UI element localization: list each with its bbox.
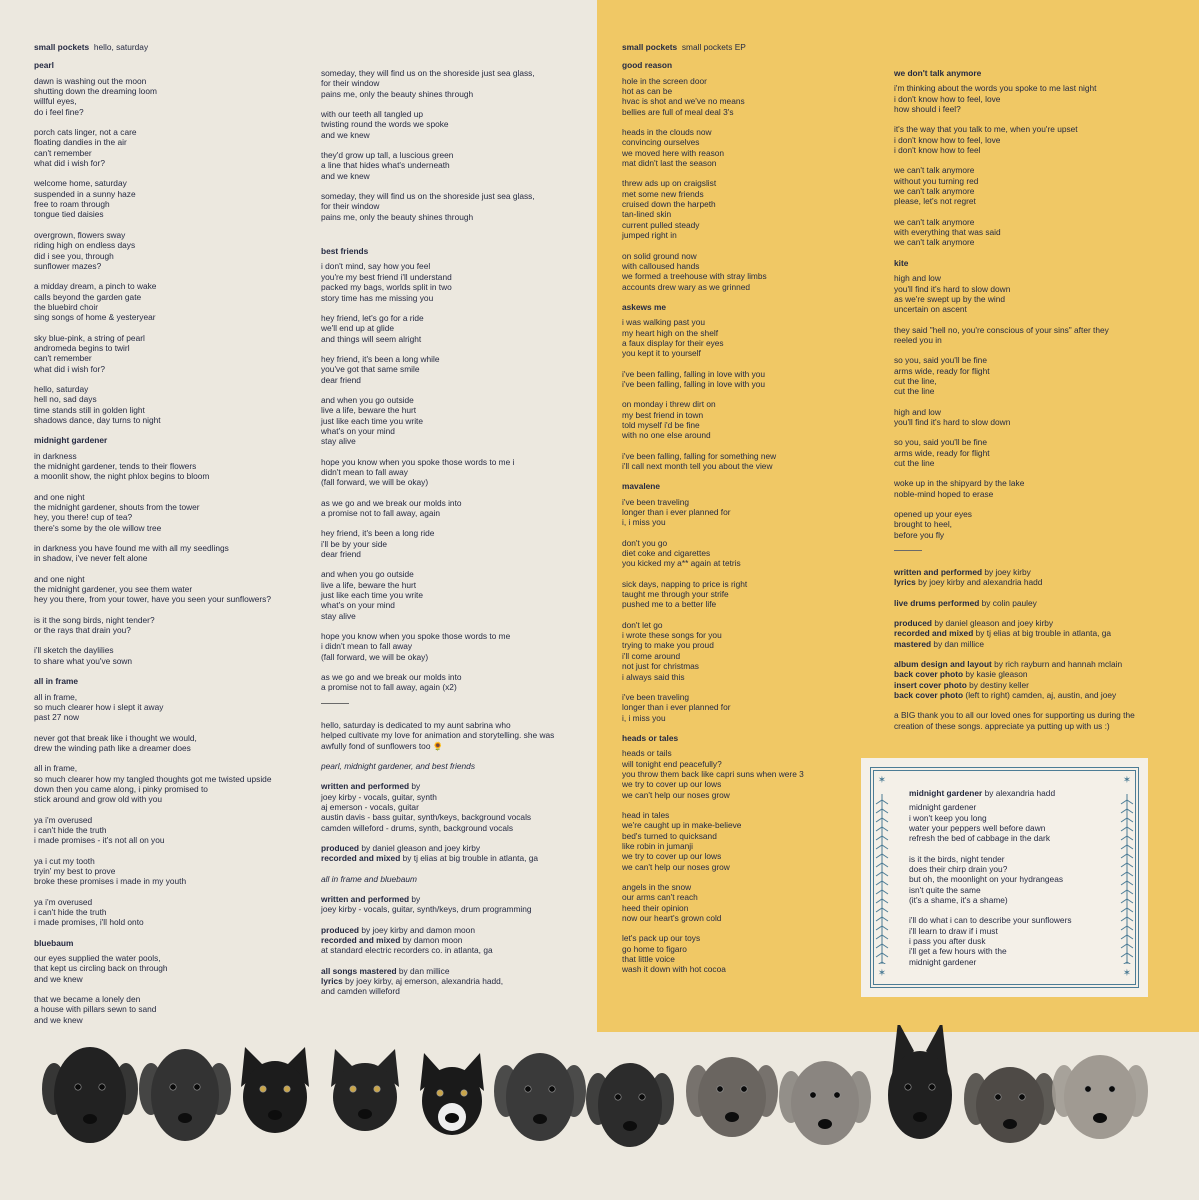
credit-label: back cover photo — [894, 669, 964, 680]
song-title: pearl — [34, 60, 54, 71]
stanza: i've been falling, falling in love with you i've been falling, falling in love with you — [622, 368, 766, 389]
credit-text: by daniel gleason and joey kirby — [359, 842, 481, 853]
song-mavalene — [622, 481, 884, 723]
stanza: a midday dream, a pinch to wake calls beyond the garden gate the bluebird choir sing songs of home & yesteryear — [34, 281, 157, 323]
stanza: hey friend, let's go for a ride we'll end up at glide and things will seem alright — [321, 312, 424, 344]
credit-line — [894, 680, 1184, 690]
stanza: and when you go outside live a life, beware the hurt just like each time you write what's on your mind stay alive — [321, 394, 424, 447]
stanza: someday, they will find us on the shoreside just sea glass, for their window pains me, only the beauty shines through — [321, 68, 535, 99]
stanza: i've been traveling longer than i ever planned for i, i miss you — [622, 691, 731, 723]
credit-line — [894, 598, 1184, 608]
stanza: i'll sketch the daylilies to share what you've sown — [34, 645, 133, 666]
credit-label: live drums performed — [894, 597, 980, 608]
star-icon: ✶ — [1122, 968, 1132, 979]
stanza: hope you know when you spoke those words to me i didn't mean to fall away (fall forward, we will be okay) — [321, 631, 511, 662]
stanza: dawn is washing out the moon shutting down the dreaming loom willful eyes, do i feel fine? — [34, 75, 157, 117]
song-we-don-t-talk-anymore — [894, 68, 1184, 248]
credit-label: back cover photo — [894, 690, 964, 701]
mixed-dog-head — [686, 1057, 778, 1137]
song-title: askews me — [622, 301, 667, 312]
song-title: good reason — [622, 60, 673, 71]
song-bluebaum — [34, 938, 304, 1025]
credit-text: by tj elias at big trouble in atlanta, ga — [973, 628, 1112, 639]
credit-line — [894, 567, 1184, 577]
stanza: i've been falling, falling for something new i'll call next month tell you about the view — [622, 450, 777, 471]
credit-text: by colin pauley — [979, 597, 1037, 608]
stanza: i'm thinking about the words you spoke to me last night i don't know how to feel, love how should i feel? — [894, 83, 1097, 115]
ep-credits — [894, 567, 1184, 700]
stanza: with our teeth all tangled up twisting round the words we spoke and we knew — [321, 109, 449, 140]
group1-production — [321, 843, 586, 864]
dark-dog-head — [586, 1063, 674, 1147]
song-title: bluebaum — [34, 937, 74, 948]
stanza: as we go and we break our molds into a promise not to fall away, again — [321, 497, 462, 518]
song-askews-me — [622, 302, 884, 471]
credit-text: by tj elias at big trouble in atlanta, ga — [400, 853, 539, 864]
stanza: woke up in the shipyard by the lake noble-mind hoped to erase — [894, 478, 1025, 499]
stanza: hello, saturday hell no, sad days time stands still in golden light shadows dance, day turns to night — [34, 383, 161, 425]
stanza: so you, said you'll be fine arms wide, ready for flight cut the line — [894, 437, 990, 468]
stanza: our eyes supplied the water pools, that kept us circling back on through and we knew — [34, 953, 168, 984]
stanza: and one night the midnight gardener, you see them water hey you there, from your tower, have you seen your sunflowers? — [34, 573, 271, 605]
song-good-reason — [622, 60, 884, 292]
credit-label: recorded and mixed — [321, 934, 401, 945]
divider — [321, 703, 349, 704]
vine-ornament-left — [875, 794, 889, 964]
credit-text: by joey kirby — [982, 567, 1031, 578]
song-all-in-frame — [34, 676, 304, 928]
credit-text: by daniel gleason and joey kirby — [932, 618, 1054, 629]
song-kite — [894, 258, 1184, 540]
stanza: sick days, napping to price is right taught me through your strife pushed me to a better life — [622, 578, 748, 610]
bluebaum-continued — [321, 68, 586, 222]
stanza: it's the way that you talk to me, when you're upset i don't know how to feel, love i don't know how to feel — [894, 124, 1078, 156]
song-heads-or-tales — [622, 733, 884, 975]
group1-credits — [321, 781, 586, 833]
boxer-dog-head — [494, 1053, 586, 1141]
credit-line — [894, 659, 1184, 669]
stanza: on solid ground now with calloused hands we formed a treehouse with stray limbs accounts drew wary as we grinned — [622, 250, 767, 292]
brindle-dog-head — [964, 1067, 1056, 1143]
credit-line — [894, 618, 1184, 628]
credit-text: by joey kirby and alexandria hadd — [915, 577, 1043, 588]
album-title: small pockets EP — [681, 42, 746, 52]
credit-line — [894, 639, 1184, 649]
stanza: head in tales we're caught up in make-believe bed's turned to quicksand like robin in jumanji we try to cover up our lows we can't help our noses grow — [622, 809, 742, 872]
credit-text: by — [409, 893, 421, 904]
stanza: i've been traveling longer than i ever planned for i, i miss you — [622, 496, 731, 528]
stanza: in darkness you have found me with all my seedlings in shadow, i've never felt alone — [34, 543, 229, 564]
stanza: we can't talk anymore without you turning red we can't talk anymore please, let's not regret — [894, 165, 979, 207]
credit-label: produced — [894, 618, 933, 629]
stanza: so you, said you'll be fine arms wide, ready for flight cut the line, cut the line — [894, 355, 990, 397]
stanza: ya i cut my tooth tryin' my best to prove broke these promises i made in my youth — [34, 855, 187, 887]
stanza: hey friend, it's been a long ride i'll be by your side dear friend — [321, 528, 435, 560]
dark-dog-tongue-head — [139, 1049, 231, 1141]
song-title: all in frame — [34, 676, 79, 687]
song-pearl — [34, 60, 304, 425]
band-members: joey kirby - vocals, guitar, synth aj emerson - vocals, guitar austin davis - bass guitar, synth/keys, background vocals camden willeford - drums, synth, background vocals — [321, 791, 532, 833]
stanza: sky blue-pink, a string of pearl andromeda begins to twirl can't remember what did i wish for? — [34, 332, 145, 374]
song-title: we don't talk anymore — [894, 68, 982, 78]
song-title: mavalene — [622, 481, 661, 492]
stanza: that we became a lonely den a house with pillars sewn to sand and we knew — [34, 994, 157, 1025]
stanza: high and low you'll find it's hard to slow down as we're swept up by the wind uncertain on ascent — [894, 273, 1011, 315]
credit-block — [894, 567, 1184, 588]
stanza: heads or tails will tonight end peacefully? you throw them back like capri suns when were 3 we try to cover up our lows we can't help our noses grow — [622, 748, 804, 800]
credit-text: by — [411, 781, 421, 792]
credit-block — [894, 598, 1184, 608]
credit-text: (left to right) camden, aj, austin, and joey — [963, 690, 1117, 701]
stanza: i'll do what i can to describe your sunflowers i'll learn to draw if i must i pass you after dusk i'll get a few hours with the midnight gardener — [909, 915, 1072, 967]
card-byline: by alexandria hadd — [982, 788, 1056, 798]
stanza: is it the birds, night tender does their chirp drain you? but oh, the moonlight on your hydrangeas isn't quite the same (it's a shame, it's a shame) — [909, 853, 1064, 906]
song-title: kite — [894, 257, 909, 268]
credit-label: written and performed — [321, 781, 410, 792]
stanza: heads in the clouds now convincing ourselves we moved here with reason mat didn't last the season — [622, 127, 725, 169]
lyrics-column-2 — [321, 68, 586, 1007]
song-list — [894, 68, 1184, 540]
credit-line — [894, 669, 1184, 679]
credit-label: mastered — [894, 638, 932, 649]
stanza: on monday i threw dirt on my best friend in town told myself i'd be fine with no one else around — [622, 399, 716, 441]
thanks-note: a BIG thank you to all our loved ones for supporting us during the creation of these songs. appreciate ya putting up with us :) — [894, 710, 1135, 731]
lyrics-column-4 — [894, 68, 1184, 741]
group2-credits — [321, 894, 586, 915]
credit-label: lyrics — [321, 976, 343, 986]
song-title: heads or tales — [622, 732, 679, 743]
stanza: don't let go i wrote these songs for you trying to make you proud i'll come around not just for christmas i always said this — [622, 619, 722, 682]
album-header — [622, 42, 884, 52]
black-cat-head — [241, 1047, 309, 1133]
stanza: welcome home, saturday suspended in a sunny haze free to roam through tongue tied daisies — [34, 178, 136, 220]
black-cat-head — [331, 1049, 399, 1131]
credit-line — [894, 577, 1184, 587]
stanza: and one night the midnight gardener, shouts from the tower hey, you there! cup of tea? there's some by the ole willow tree — [34, 491, 200, 533]
artist-name: small pockets — [622, 42, 678, 52]
credit-text: by dan millice — [396, 965, 450, 976]
card-stanzas — [909, 802, 1072, 967]
song-list — [622, 60, 884, 974]
star-icon: ✶ — [877, 775, 887, 786]
stanza: we can't talk anymore with everything that was said we can't talk anymore — [894, 216, 1001, 248]
stanza: hole in the screen door hot as can be hvac is shot and we've no means bellies are full of meal deal 3's — [622, 75, 745, 117]
black-dog-head — [42, 1047, 138, 1143]
dedication: hello, saturday is dedicated to my aunt sabrina who helped cultivate my love for animation and storytelling. she was awfully fond of sunflowers too 🌻 — [321, 719, 555, 751]
credit-label: insert cover photo — [894, 679, 967, 690]
stanza: as we go and we break our molds into a promise not to fall away, again (x2) — [321, 672, 462, 693]
stanza: they said "hell no, you're conscious of your sins" after they reeled you in — [894, 324, 1109, 345]
stanza: i was walking past you my heart high on the shelf a faux display for their eyes you kept it to yourself — [622, 317, 724, 359]
card-title: midnight gardener — [909, 788, 983, 798]
doberman-head — [888, 1025, 952, 1139]
group2-title: all in frame and bluebaum — [321, 873, 418, 884]
star-icon: ✶ — [1122, 775, 1132, 786]
song-title: midnight gardener — [34, 435, 108, 446]
credit-text: by rich rayburn and hannah mclain — [991, 659, 1123, 670]
credit-label: lyrics — [894, 577, 916, 588]
stanza: hey friend, it's been a long while you've got that same smile dear friend — [321, 353, 440, 385]
tuxedo-cat-head — [420, 1053, 484, 1135]
stanza: ya i'm overused i can't hide the truth i made promises - it's not all on you — [34, 814, 165, 846]
stanza: is it the song birds, night tender? or the rays that drain you? — [34, 614, 155, 636]
album-header — [34, 42, 304, 52]
terrier-dog-head — [1052, 1055, 1148, 1139]
stanza: someday, they will find us on the shoreside just sea glass, for their window pains me, only the beauty shines through — [321, 191, 535, 222]
card-lyrics — [909, 788, 1072, 977]
stanza: overgrown, flowers sway riding high on endless days did i see you, through sunflower mazes? — [34, 229, 136, 271]
stanza: porch cats linger, not a care floating dandies in the air can't remember what did i wish for? — [34, 127, 137, 169]
lyrics-column-3 — [622, 42, 884, 985]
stanza: ya i'm overused i can't hide the truth i made promises, i'll hold onto — [34, 896, 144, 928]
stanza: all in frame, so much clearer how my tangled thoughts got me twisted upside down then you came along, i pinky promised to stick around and grow old with you — [34, 763, 272, 805]
divider — [894, 550, 922, 551]
stanza: in darkness the midnight gardener, tends to their flowers a moonlit show, the night phlox begins to bloom — [34, 450, 210, 482]
stanza: never got that break like i thought we would, drew the winding path like a dreamer does — [34, 732, 197, 753]
credit-label: all songs mastered — [321, 965, 397, 976]
stanza: opened up your eyes brought to heel, before you fly — [894, 509, 972, 540]
animal-heads-strip — [0, 1025, 1199, 1185]
credit-label: produced — [321, 842, 360, 853]
mastering-credits — [321, 966, 586, 997]
lyrics-column-1 — [34, 42, 304, 1035]
song-list — [34, 60, 304, 1025]
band-members: joey kirby - vocals, guitar, synth/keys, drum programming — [321, 904, 532, 915]
credit-label: written and performed — [321, 893, 410, 904]
stanza: let's pack up our toys go home to figaro that little voice wash it down with hot cocoa — [622, 933, 726, 975]
greyhound-head — [779, 1061, 871, 1145]
artist-name: small pockets — [34, 42, 90, 52]
vine-ornament-right — [1120, 794, 1134, 964]
stanza: threw ads up on craigslist met some new friends cruised down the harpeth tan-lined skin current pulled steady jumped right in — [622, 178, 717, 241]
stanza: and when you go outside live a life, beware the hurt just like each time you write what's on your mind stay alive — [321, 569, 424, 621]
stanza: midnight gardener i won't keep you long water your peppers well before dawn refresh the bed of cabbage in the dark — [909, 802, 1051, 844]
group1-title: pearl, midnight gardener, and best friends — [321, 760, 475, 771]
insert-card — [861, 758, 1148, 997]
credit-label: album design and layout — [894, 659, 992, 670]
stanza: high and low you'll find it's hard to slow down — [894, 406, 1011, 427]
credit-text: by damon moon at standard electric recorders co. in atlanta, ga — [321, 934, 493, 956]
credit-block — [894, 618, 1184, 649]
credit-label: produced — [321, 924, 360, 935]
credit-block — [894, 659, 1184, 700]
credit-text: by joey kirby, aj emerson, alexandria hadd, and camden willeford — [321, 976, 504, 997]
stanza: don't you go diet coke and cigarettes you kicked my a** again at tetris — [622, 537, 741, 569]
star-icon: ✶ — [877, 968, 887, 979]
stanza: hope you know when you spoke those words to me i didn't mean to fall away (fall forward, we will be okay) — [321, 456, 515, 488]
credit-text: by joey kirby and damon moon — [359, 924, 475, 935]
song-midnight-gardener — [34, 435, 304, 666]
album-title: hello, saturday — [93, 42, 149, 52]
credit-text: by kasie gleason — [963, 669, 1028, 680]
credit-line — [894, 628, 1184, 638]
stanza: they'd grow up tall, a luscious green a line that hides what's underneath and we knew — [321, 150, 454, 181]
credit-label: recorded and mixed — [894, 628, 974, 639]
song-title: best friends — [321, 246, 369, 257]
stanza: angels in the snow our arms can't reach heed their opinion now our heart's grown cold — [622, 882, 722, 924]
credit-line — [894, 690, 1184, 700]
group2-production — [321, 925, 586, 956]
credit-text: by dan millice — [931, 638, 984, 649]
stanza: all in frame, so much clearer how i slept it away past 27 now — [34, 691, 164, 723]
song-best-friends — [321, 246, 586, 693]
stanza: i don't mind, say how you feel you're my best friend i'll understand packed my bags, worlds split in two story time has me missing you — [321, 261, 452, 303]
credit-label: recorded and mixed — [321, 853, 401, 864]
credit-label: written and performed — [894, 567, 983, 578]
credit-text: by destiny keller — [966, 679, 1029, 690]
